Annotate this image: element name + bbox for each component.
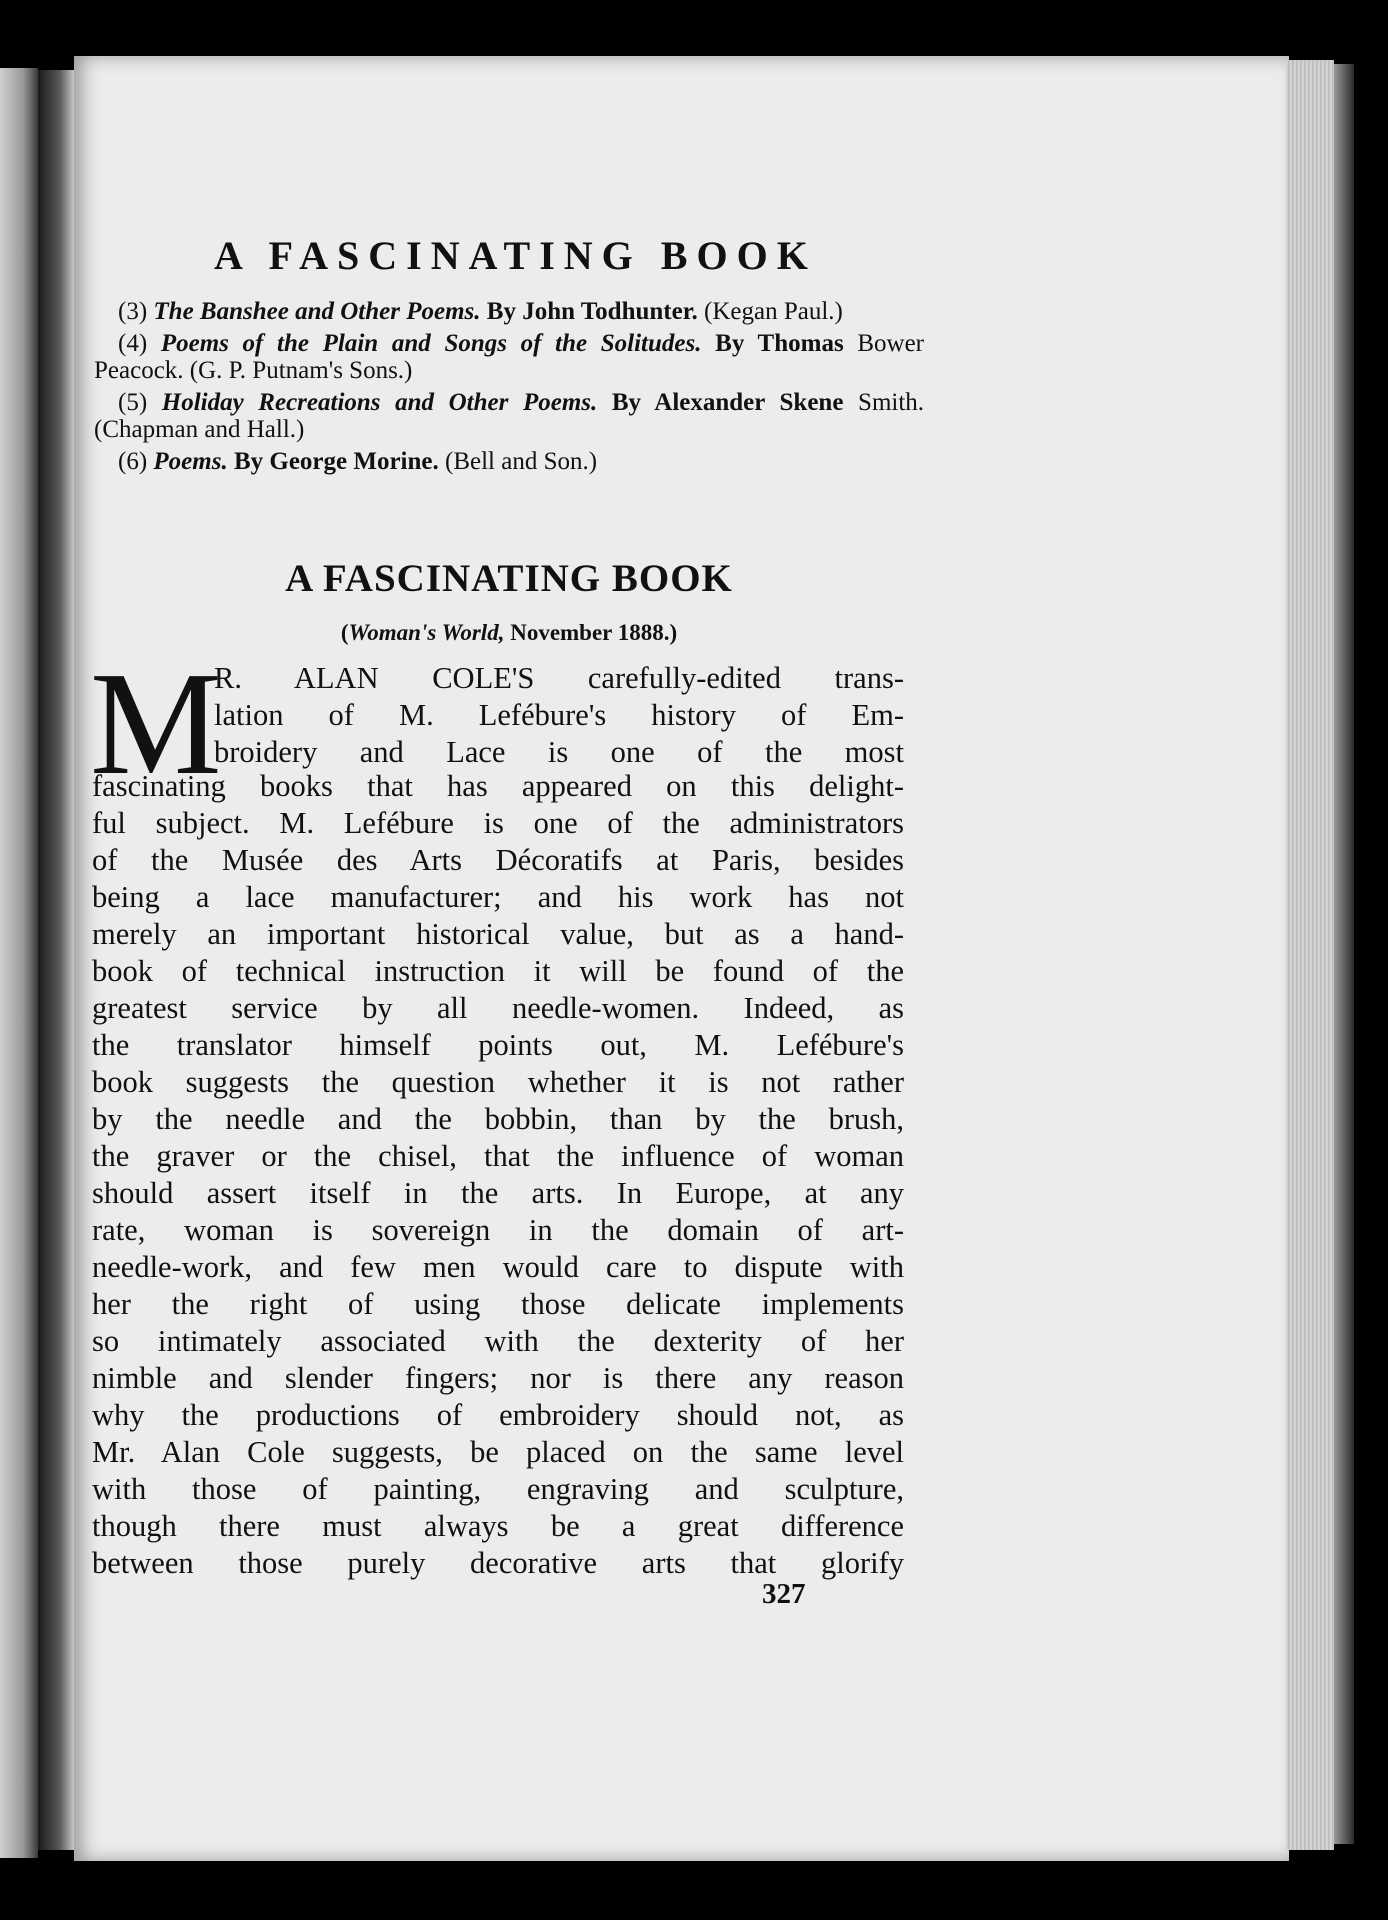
reference-item [94, 298, 924, 325]
reference-publisher: Bower Peacock. (G. P. Putnam's Sons.) [94, 330, 925, 384]
reference-number: (4) [118, 330, 148, 357]
body-line: should assert itself in the arts. In Europe, at any [92, 1176, 904, 1210]
reference-author: By George Morine. [233, 448, 439, 475]
source-magazine: Woman's World, [348, 620, 505, 645]
reference-title: The Banshee and Other Poems. [153, 298, 481, 325]
body-line: between those purely decorative arts that glorify [92, 1546, 904, 1580]
body-line: rate, woman is sovereign in the domain of art- [92, 1213, 904, 1247]
page-edges-shade [1334, 64, 1354, 1844]
body-line: being a lace manufacturer; and his work has not [92, 880, 904, 914]
body-line: broidery and Lace is one of the most [214, 735, 904, 769]
body-line: her the right of using those delicate implements [92, 1287, 904, 1321]
source-paren: ( [340, 620, 349, 645]
reference-item [94, 448, 924, 475]
body-line: ful subject. M. Lefébure is one of the administrators [92, 806, 904, 840]
running-head: A FASCINATING BOOK [214, 233, 817, 278]
body-line: though there must always be a great difference [92, 1509, 904, 1543]
body-line: of the Musée des Arts Décoratifs at Paris, besides [92, 843, 904, 877]
source-date: November 1888.) [504, 620, 678, 645]
reference-list [94, 298, 924, 480]
reference-author: By Thomas [715, 330, 844, 357]
reference-item [94, 389, 924, 443]
reference-publisher: Smith. (Chapman and Hall.) [94, 389, 925, 443]
page-edges [1286, 60, 1334, 1850]
reference-number: (5) [118, 389, 148, 416]
article-title: A FASCINATING BOOK [285, 557, 733, 600]
body-line: the translator himself points out, M. Lefébure's [92, 1028, 904, 1062]
page-number: 327 [762, 1578, 806, 1610]
body-line: fascinating books that has appeared on this delight- [92, 769, 904, 803]
body-line: greatest service by all needle-women. Indeed, as [92, 991, 904, 1025]
body-line: by the needle and the bobbin, than by the brush, [92, 1102, 904, 1136]
body-line: Mr. Alan Cole suggests, be placed on the same level [92, 1435, 904, 1469]
reference-publisher: (Kegan Paul.) [704, 298, 843, 325]
body-line: needle-work, and few men would care to dispute with [92, 1250, 904, 1284]
body-line: the graver or the chisel, that the influence of woman [92, 1139, 904, 1173]
body-line: R. ALAN COLE'S carefully-edited trans- [214, 661, 904, 695]
body-line: book of technical instruction it will be found of the [92, 954, 904, 988]
binding-shadow [38, 70, 78, 1850]
reference-title: Poems of the Plain and Songs of the Solitudes. [160, 330, 702, 357]
facing-page-edge [0, 68, 38, 1858]
body-line: book suggests the question whether it is not rather [92, 1065, 904, 1099]
opening-lines [214, 660, 904, 771]
body-line: so intimately associated with the dexterity of her [92, 1324, 904, 1358]
body-line: lation of M. Lefébure's history of Em- [214, 698, 904, 732]
body-line: why the productions of embroidery should not, as [92, 1398, 904, 1432]
reference-item [94, 330, 924, 384]
reference-title: Poems. [153, 448, 228, 475]
reference-number: (6) [118, 448, 148, 475]
reference-author: By Alexander Skene [611, 389, 844, 416]
reference-author: By John Todhunter. [486, 298, 698, 325]
body-line: nimble and slender fingers; nor is there any reason [92, 1361, 904, 1395]
reference-title: Holiday Recreations and Other Poems. [161, 389, 598, 416]
reference-publisher: (Bell and Son.) [445, 448, 598, 475]
drop-cap: M [90, 642, 222, 806]
body-text [92, 768, 904, 1582]
body-line: with those of painting, engraving and sculpture, [92, 1472, 904, 1506]
reference-number: (3) [118, 298, 148, 325]
body-line: merely an important historical value, but as a hand- [92, 917, 904, 951]
